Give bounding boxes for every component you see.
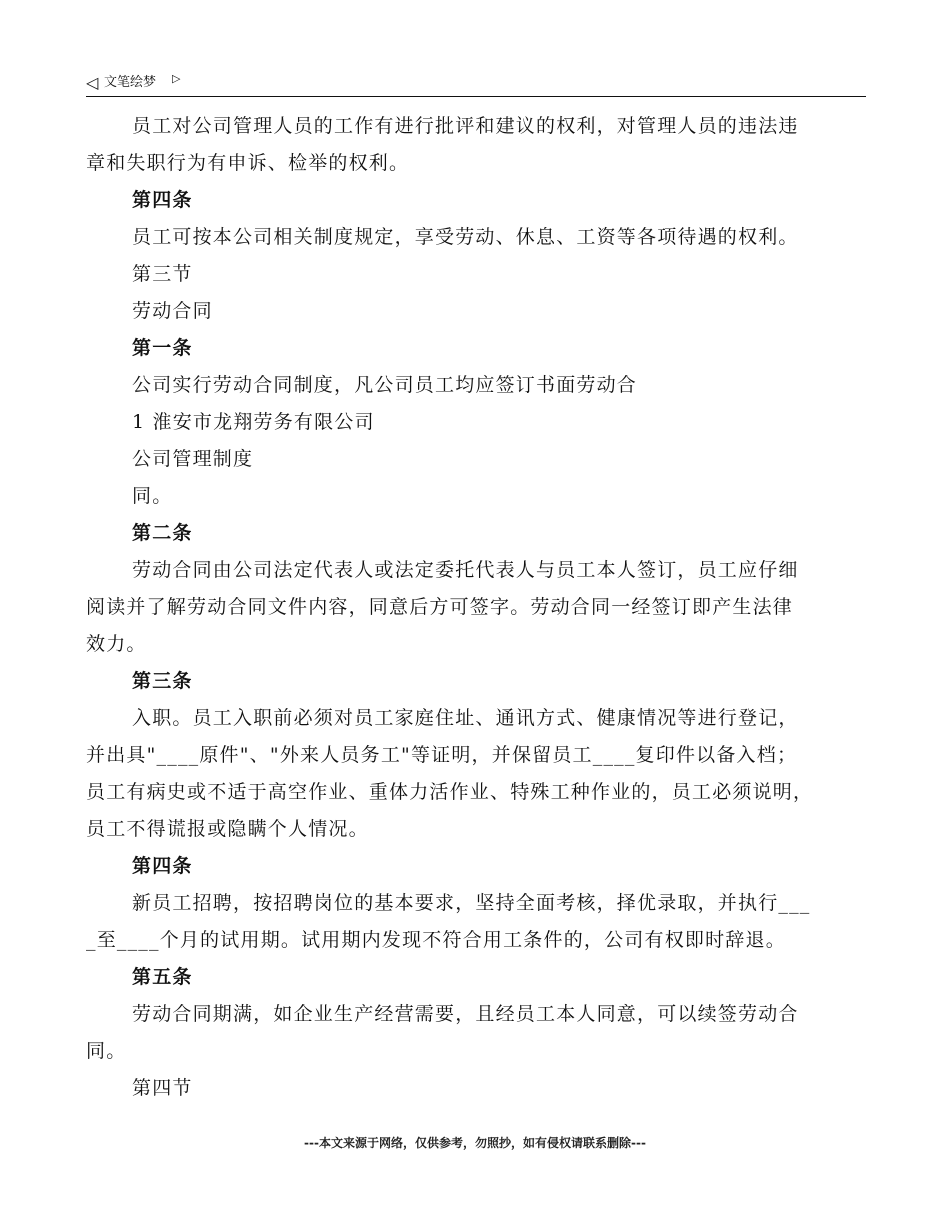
paragraph-line: 章和失职行为有申诉、检举的权利。 (86, 152, 410, 174)
page-header (86, 72, 866, 97)
paragraph-line: 入职。员工入职前必须对员工家庭住址、通讯方式、健康情况等进行登记， (132, 707, 799, 729)
section-title: 劳动合同 (132, 300, 213, 322)
paragraph-line: 阅读并了解劳动合同文件内容，同意后方可签字。劳动合同一经签订即产生法律 (86, 596, 794, 618)
paragraph-line: 效力。 (86, 633, 147, 655)
paragraph-line: 劳动合同期满，如企业生产经营需要，且经员工本人同意，可以续签劳动合 (132, 1003, 799, 1025)
paragraph-line: 员工对公司管理人员的工作有进行批评和建议的权利，对管理人员的违法违 (132, 115, 799, 137)
left-triangle-icon: ◁ (86, 73, 99, 92)
article-heading: 第三条 (132, 670, 193, 692)
section-heading: 第四节 (132, 1077, 193, 1099)
paragraph-line: 员工不得谎报或隐瞒个人情况。 (86, 818, 369, 840)
paragraph-line: 员工可按本公司相关制度规定，享受劳动、休息、工资等各项待遇的权利。 (132, 226, 799, 248)
paragraph-line: 员工有病史或不适于高空作业、重体力活作业、特殊工种作业的，员工必须说明， (86, 781, 814, 803)
article-heading: 第四条 (132, 189, 193, 211)
article-heading: 第二条 (132, 522, 193, 544)
article-heading: 第一条 (132, 337, 193, 359)
paragraph-line: 并出具"____原件"、"外来人员务工"等证明，并保留员工____复印件以备入档； (86, 744, 798, 766)
paragraph-line: _至____个月的试用期。试用期内发现不符合用工条件的，公司有权即时辞退。 (86, 929, 786, 951)
paragraph-line: 同。 (132, 485, 173, 507)
paragraph-line: 新员工招聘，按招聘岗位的基本要求，坚持全面考核，择优录取，并执行___ (132, 892, 811, 914)
paragraph-line: 公司实行劳动合同制度，凡公司员工均应签订书面劳动合 (132, 374, 638, 396)
article-heading: 第五条 (132, 966, 193, 988)
right-triangle-icon: ▷ (172, 72, 181, 85)
paragraph-line: 劳动合同由公司法定代表人或法定委托代表人与员工本人签订，员工应仔细 (132, 559, 799, 581)
paragraph-line: 同。 (86, 1040, 127, 1062)
page-footer: ---本文来源于网络，仅供参考，勿照抄，如有侵权请联系删除--- (304, 1136, 646, 1150)
header-title: 文笔绘梦 (104, 75, 157, 90)
document-title-line: 公司管理制度 (132, 448, 254, 470)
company-name-line: 1 淮安市龙翔劳务有限公司 (132, 411, 375, 433)
article-heading: 第四条 (132, 855, 193, 877)
section-heading: 第三节 (132, 263, 193, 285)
